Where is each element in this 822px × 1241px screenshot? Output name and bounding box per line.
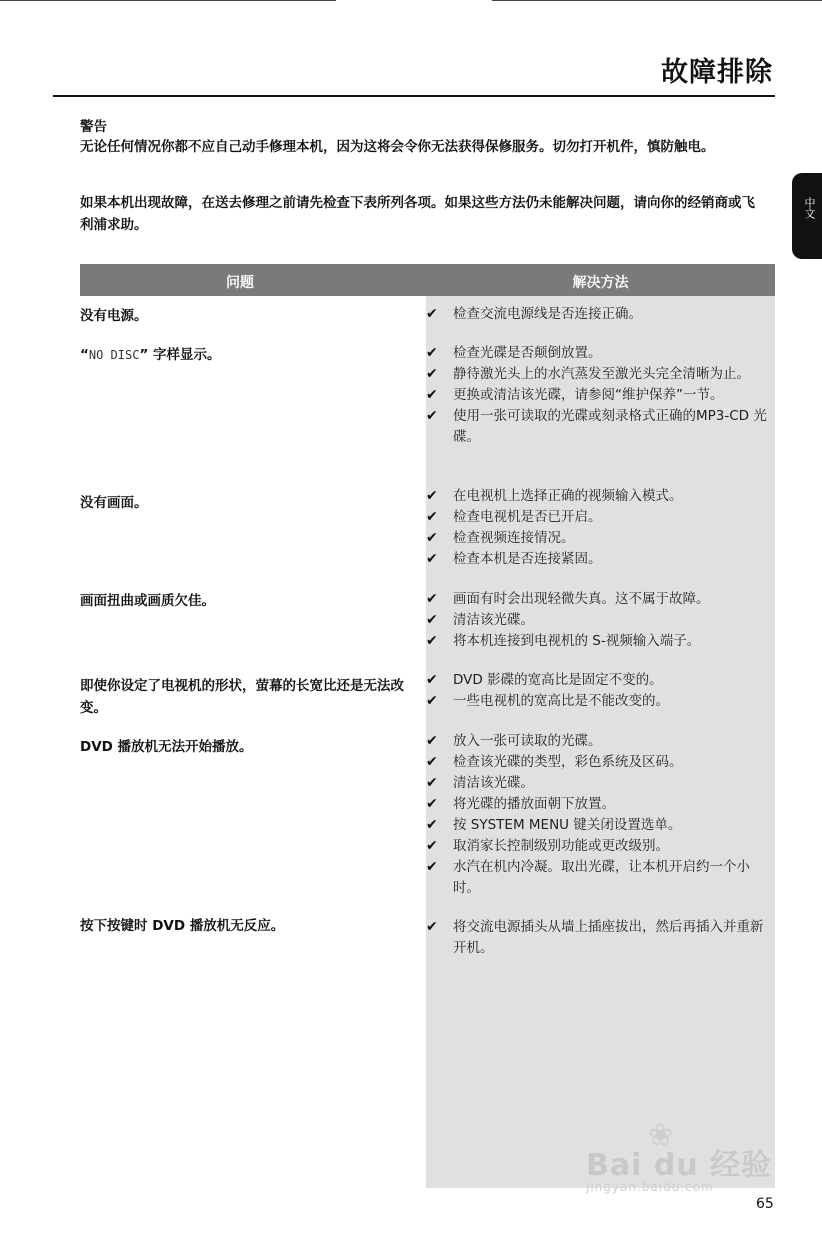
title-rule: [53, 95, 775, 97]
solution-item: ✔ 将本机连接到电视机的 S-视频输入端子。: [426, 631, 775, 652]
check-icon: ✔: [426, 551, 438, 567]
solution-item: ✔ 水汽在机内冷凝。取出光碟，让本机开启约一个小时。: [426, 859, 750, 896]
check-icon: ✔: [426, 859, 438, 875]
solution-item: ✔ 静待激光头上的水汽蒸发至激光头完全清晰为止。: [426, 364, 775, 385]
check-icon: ✔: [426, 633, 438, 649]
solution-item: ✔ 检查光碟是否颠倒放置。: [426, 343, 775, 364]
language-tab-label: 中文: [803, 197, 816, 219]
check-icon: ✔: [426, 408, 438, 424]
solution-item: ✔ 检查电视机是否已开启。: [426, 507, 775, 528]
problem-text: DVD 播放机无法开始播放。: [80, 739, 253, 755]
check-icon: ✔: [426, 796, 438, 812]
header-solution: 解决方法: [572, 275, 629, 291]
solution-item: ✔ 清洁该光碟。: [426, 773, 775, 794]
check-icon: ✔: [426, 775, 438, 791]
check-icon: ✔: [426, 345, 438, 361]
check-icon: ✔: [426, 387, 438, 403]
solution-list: [426, 731, 775, 899]
check-icon: ✔: [426, 693, 438, 709]
check-icon: ✔: [426, 817, 438, 833]
solution-item: ✔ 画面有时会出现轻微失真。这不属于故障。: [426, 589, 775, 610]
solution-item: ✔ 检查该光碟的类型，彩色系统及区码。: [426, 752, 775, 773]
watermark-url: jingyan.baidu.com: [586, 1180, 714, 1194]
problem-text: 没有电源。: [80, 308, 148, 324]
check-icon: ✔: [426, 672, 438, 688]
check-icon: ✔: [426, 612, 438, 628]
solution-item: ✔ 放入一张可读取的光碟。: [426, 731, 775, 752]
solution-list: [426, 589, 775, 652]
solution-item: ✔ DVD 影碟的宽高比是固定不变的。: [426, 670, 775, 691]
language-tab: [792, 173, 822, 259]
problem-text: 按下按键时 DVD 播放机无反应。: [80, 918, 285, 934]
header-problem: 问题: [226, 275, 254, 291]
problem-text: 即使你设定了电视机的形状，萤幕的长宽比还是无法改变。: [80, 678, 404, 716]
solution-item: ✔ 清洁该光碟。: [426, 610, 775, 631]
page-number: 65: [756, 1196, 774, 1212]
solution-item: ✔ 更换或清洁该光碟，请参阅“维护保养”一节。: [426, 385, 775, 406]
solution-list: [426, 343, 775, 448]
check-icon: ✔: [426, 838, 438, 854]
top-border-left: [0, 0, 336, 1]
solution-list: [426, 304, 775, 325]
watermark-brand: Bai du 经验: [586, 1148, 773, 1183]
solution-item: ✔ 检查本机是否连接紧固。: [426, 549, 775, 570]
table-header: [80, 264, 775, 296]
solution-list: [426, 486, 775, 570]
check-icon: ✔: [426, 366, 438, 382]
lcd-text: NO DISC: [88, 348, 140, 362]
problem-text: 没有画面。: [80, 495, 148, 511]
problem-text: 画面扭曲或画质欠佳。: [80, 593, 215, 609]
solution-item: ✔ 取消家长控制级别功能或更改级别。: [426, 836, 775, 857]
solution-list: [426, 670, 775, 712]
page-title: 故障排除: [661, 57, 773, 88]
solution-item: ✔ 检查交流电源线是否连接正确。: [426, 304, 775, 325]
solution-item: ✔ 将交流电源插头从墙上插座拔出，然后再插入并重新开机。: [426, 919, 764, 956]
warning-text: 无论任何情况你都不应自己动手修理本机，因为这将会令你无法获得保修服务。切勿打开机件，慎防触电。: [80, 139, 715, 155]
check-icon: ✔: [426, 591, 438, 607]
solution-item: ✔ 检查视频连接情况。: [426, 528, 775, 549]
problem-text: “NO DISC” 字样显示。: [80, 347, 221, 363]
solution-item: ✔ 一些电视机的宽高比是不能改变的。: [426, 691, 775, 712]
check-icon: ✔: [426, 919, 438, 935]
solution-list: [426, 917, 775, 959]
check-icon: ✔: [426, 488, 438, 504]
warning-heading: 警告: [80, 119, 107, 135]
solution-item: ✔ 使用一张可读取的光碟或刻录格式正确的MP3-CD 光碟。: [426, 408, 767, 445]
check-icon: ✔: [426, 754, 438, 770]
check-icon: ✔: [426, 509, 438, 525]
intro-text: 如果本机出现故障，在送去修理之前请先检查下表所列各项。如果这些方法仍未能解决问题，请向你的经销商或飞利浦求助。: [80, 195, 755, 233]
check-icon: ✔: [426, 530, 438, 546]
check-icon: ✔: [426, 733, 438, 749]
solution-item: ✔ 在电视机上选择正确的视频输入模式。: [426, 486, 775, 507]
top-border-right: [492, 0, 822, 1]
solution-item: ✔ 按 SYSTEM MENU 键关闭设置选单。: [426, 815, 775, 836]
watermark-paw-icon: ❀: [648, 1118, 674, 1153]
check-icon: ✔: [426, 306, 438, 322]
solution-item: ✔ 将光碟的播放面朝下放置。: [426, 794, 775, 815]
